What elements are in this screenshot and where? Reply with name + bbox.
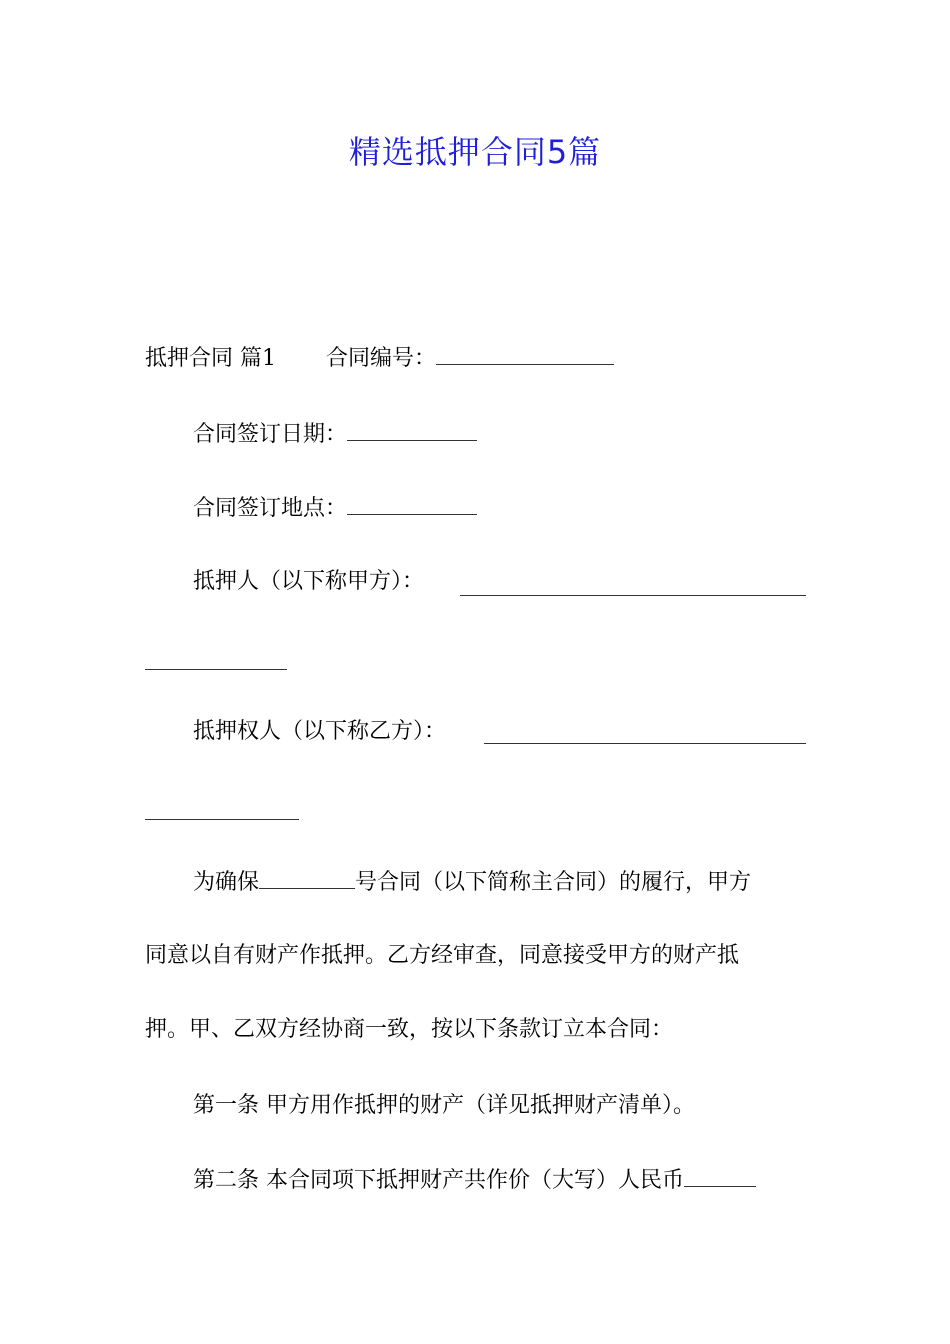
sign-place-label: 合同签订地点：: [193, 496, 348, 521]
contract-number-label: 合同编号：: [326, 346, 437, 371]
mortgagor-blank-2[interactable]: [145, 668, 287, 670]
main-contract-number-blank[interactable]: [259, 866, 355, 889]
para1-text-a: 为确保: [193, 870, 260, 895]
paragraph-line-1: [193, 866, 751, 899]
paragraph-line-2: [145, 940, 739, 972]
section-heading: 抵押合同 篇1: [145, 346, 276, 371]
sign-date-blank[interactable]: [347, 418, 477, 441]
sign-place-blank[interactable]: [347, 492, 477, 515]
mortgagor-row: [193, 566, 424, 598]
mortgagee-label: 抵押权人（以下称乙方）：: [193, 719, 447, 744]
mortgagee-row: [193, 716, 446, 748]
article-1-text: 第一条 甲方用作抵押的财产（详见抵押财产清单）。: [193, 1093, 695, 1118]
contract-heading-row: [145, 342, 614, 375]
para1-text-line2: 同意以自有财产作抵押。乙方经审查，同意接受甲方的财产抵: [145, 943, 740, 968]
mortgagee-blank-2[interactable]: [145, 818, 299, 820]
article-2: [193, 1164, 756, 1197]
mortgagee-blank-1[interactable]: [484, 742, 806, 744]
sign-place-row: [193, 492, 477, 525]
mortgagor-blank-1[interactable]: [460, 594, 806, 596]
para1-text-line3: 押。甲、乙双方经协商一致，按以下条款订立本合同：: [145, 1017, 674, 1042]
article-2-text: 第二条 本合同项下抵押财产共作价（大写）人民币: [193, 1168, 684, 1193]
sign-date-row: [193, 418, 477, 451]
price-blank[interactable]: [684, 1164, 756, 1187]
contract-number-blank[interactable]: [436, 342, 614, 365]
mortgagor-label: 抵押人（以下称甲方）：: [193, 569, 425, 594]
paragraph-line-3: [145, 1014, 673, 1046]
article-1: [193, 1090, 695, 1122]
para1-text-b: 号合同（以下简称主合同）的履行，甲方: [355, 870, 752, 895]
sign-date-label: 合同签订日期：: [193, 422, 348, 447]
page-title: 精选抵押合同5篇: [348, 133, 602, 171]
